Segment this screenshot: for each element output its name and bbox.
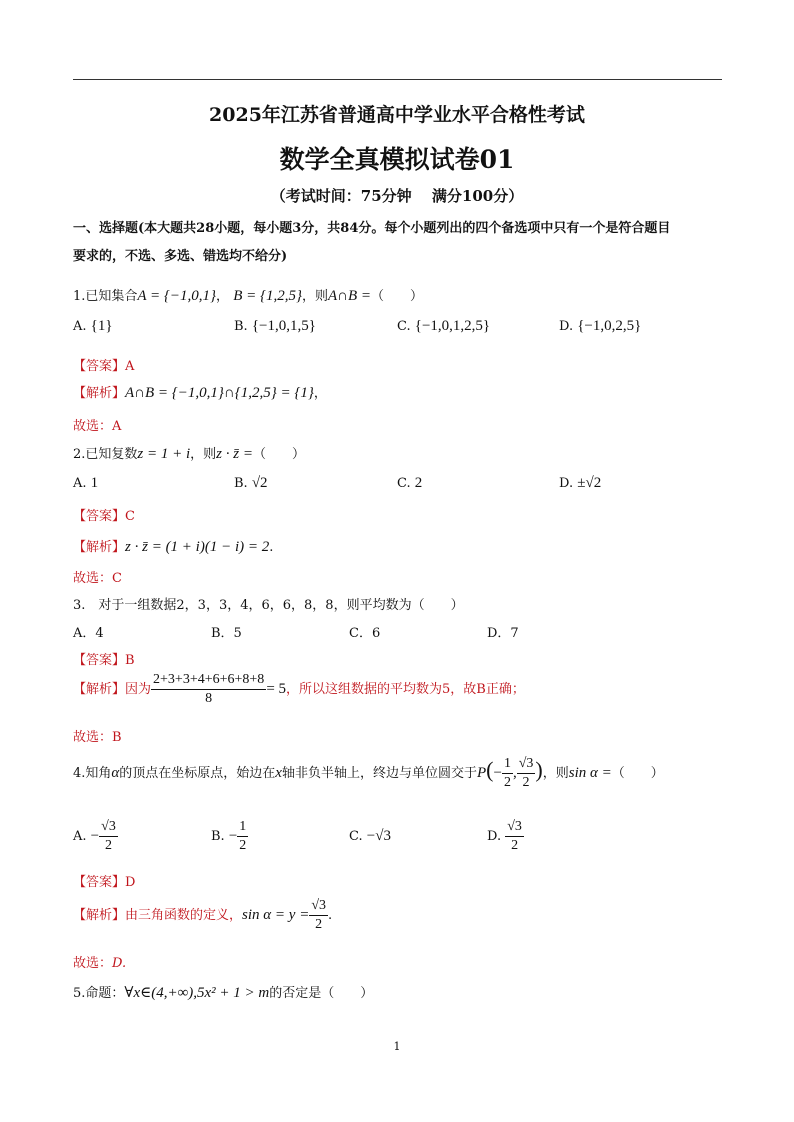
q4-option-c: C. −√3 (349, 828, 391, 844)
section-heading-line1: 一、选择题(本大题共28小题，每小题3分，共84分。每个小题列出的四个备选项中只有一个是符合题目 (73, 221, 671, 236)
question-5-stem: 5.命题：∀x∈(4,+∞),5x² + 1 > m的否定是（ ） (73, 985, 374, 1001)
q1-option-c: C. {−1,0,1,2,5} (397, 318, 491, 334)
q1-option-b: B. {−1,0,1,5} (234, 318, 316, 334)
q3-answer: 【答案】B (73, 653, 135, 668)
q3-option-a: A．4 (73, 626, 104, 641)
q2-option-a: A. 1 (73, 475, 99, 491)
question-3-stem: 3. 对于一组数据2，3，3，4，6，6，8，8，则平均数为（ ） (73, 598, 464, 613)
q3-analysis: 【解析】因为 $\frac{2+3+3+4+6+6+8+8}{8}$ = 5，所以这组数据的平均数为5，故B正确； (73, 672, 525, 706)
header-rule (73, 79, 722, 80)
q2-choose: 故选：C (73, 571, 122, 586)
q3-choose: 故选：B (73, 730, 122, 745)
q4-choose: 故选：D. (73, 956, 127, 971)
q2-option-d: D. ±√2 (559, 475, 602, 491)
q4-answer: 【答案】D (73, 875, 136, 890)
q2-answer: 【答案】C (73, 509, 135, 524)
q2-option-b: B. √2 (234, 475, 268, 491)
q3-fraction: $\frac{2+3+3+4+6+6+8+8}{8}$ (153, 672, 265, 706)
question-4-stem: 4.知角α的顶点在坐标原点，始边在x轴非负半轴上，终边与单位圆交于P(− $\frac{1}{2}$ , $\frac{√3}{2}$ )，则sin α =（ ） (73, 756, 664, 790)
q3-option-d: D．7 (487, 626, 519, 641)
question-1-stem: 1.已知集合A = {−1,0,1}， B = {1,2,5}，则A∩B =（ ） (73, 288, 424, 304)
q1-option-a: A. {1} (73, 318, 113, 334)
q4-option-b: B. − $\frac{1}{2}$ (211, 819, 247, 853)
question-2-stem: 2.已知复数z = 1 + i，则z · z̄ =（ ） (73, 446, 305, 462)
page-number: 1 (393, 1040, 401, 1053)
q4-option-d: D. $\frac{√3}{2}$ (487, 819, 522, 853)
q4-option-a: A. − $\frac{√3}{2}$ (73, 819, 116, 853)
paper-subtitle: 数学全真模拟试卷01 (279, 145, 515, 174)
q1-option-d: D. {−1,0,2,5} (559, 318, 642, 334)
exam-info: （考试时间：75分钟 满分100分） (270, 187, 524, 205)
q1-analysis: 【解析】A∩B = {−1,0,1}∩{1,2,5} = {1}， (73, 385, 327, 401)
exam-title: 2025年江苏省普通高中学业水平合格性考试 (209, 104, 585, 126)
q2-option-c: C. 2 (397, 475, 423, 491)
q4-analysis: 【解析】由三角函数的定义，sin α = y = $\frac{√3}{2}$ . (73, 898, 333, 932)
q2-analysis: 【解析】z · z̄ = (1 + i)(1 − i) = 2. (73, 539, 274, 555)
section-heading-line2: 要求的，不选、多选、错选均不给分) (73, 249, 288, 264)
q3-option-b: B．5 (211, 626, 242, 641)
q1-choose: 故选：A (73, 419, 122, 434)
q3-option-c: C．6 (349, 626, 381, 641)
q1-answer: 【答案】A (73, 359, 135, 374)
